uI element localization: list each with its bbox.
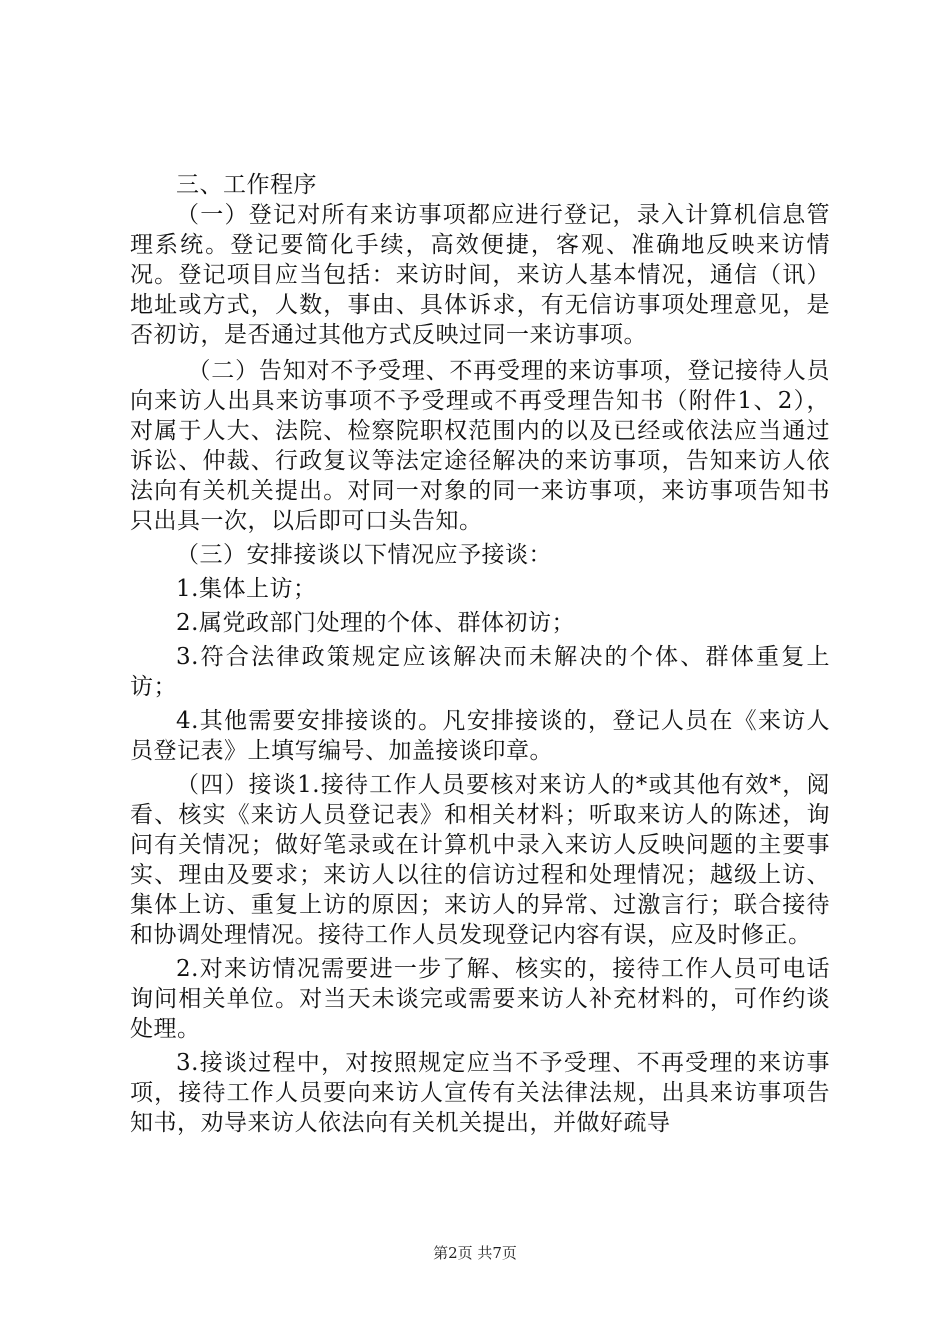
page-footer (0, 1243, 950, 1263)
list-item-4: 4.其他需要安排接谈的。凡安排接谈的，登记人员在《来访人员登记表》上填写编号、加盖接谈印章。 (130, 708, 830, 764)
section-heading: 三、工作程序 (176, 172, 317, 198)
paragraph-interview-3: 3.接谈过程中，对按照规定应当不予受理、不再受理的来访事项，接待工作人员要向来访人宣传有关法律法规，出具来访事项告知书，劝导来访人依法向有关机关提出，并做好疏导 (130, 1050, 830, 1136)
document-body (130, 170, 830, 1138)
paragraph-notification: （二）告知对不予受理、不再受理的来访事项，登记接待人员向来访人出具来访事项不予受理或不再受理告知书（附件1、2），对属于人大、法院、检察院职权范围内的以及已经或依法应当通过诉讼、仲裁、行政复议等法定途径解决的来访事项，告知来访人依法向有关机关提出。对同一对象的同一来访事项，来访事项告知书只出具一次，以后即可口头告知。 (130, 358, 830, 534)
paragraph-registration: （一）登记对所有来访事项都应进行登记，录入计算机信息管理系统。登记要简化手续，高效便捷，客观、准确地反映来访情况。登记项目应当包括：来访时间，来访人基本情况，通信（讯）地址或方式，人数，事由、具体诉求，有无信访事项处理意见，是否初访，是否通过其他方式反映过同一来访事项。 (130, 202, 830, 348)
paragraph-interview-2: 2.对来访情况需要进一步了解、核实的，接待工作人员可电话询问相关单位。对当天未谈完或需要来访人补充材料的，可作约谈处理。 (130, 956, 830, 1042)
paragraph-arrange-interview: （三）安排接谈以下情况应予接谈： (176, 542, 552, 568)
page-number-label: 第2页 共7页 (433, 1244, 517, 1262)
list-item-2: 2.属党政部门处理的个体、群体初访； (176, 610, 575, 636)
list-item-1: 1.集体上访； (176, 576, 317, 602)
list-item-3: 3.符合法律政策规定应该解决而未解决的个体、群体重复上访； (130, 644, 830, 700)
paragraph-interview: （四）接谈1.接待工作人员要核对来访人的*或其他有效*，阅看、核实《来访人员登记表》和相关材料；听取来访人的陈述，询问有关情况；做好笔录或在计算机中录入来访人反映问题的主要事实、理由及要求；来访人以往的信访过程和处理情况；越级上访、集体上访、重复上访的原因；来访人的异常、过激言行；联合接待和协调处理情况。接待工作人员发现登记内容有误，应及时修正。 (130, 772, 830, 948)
